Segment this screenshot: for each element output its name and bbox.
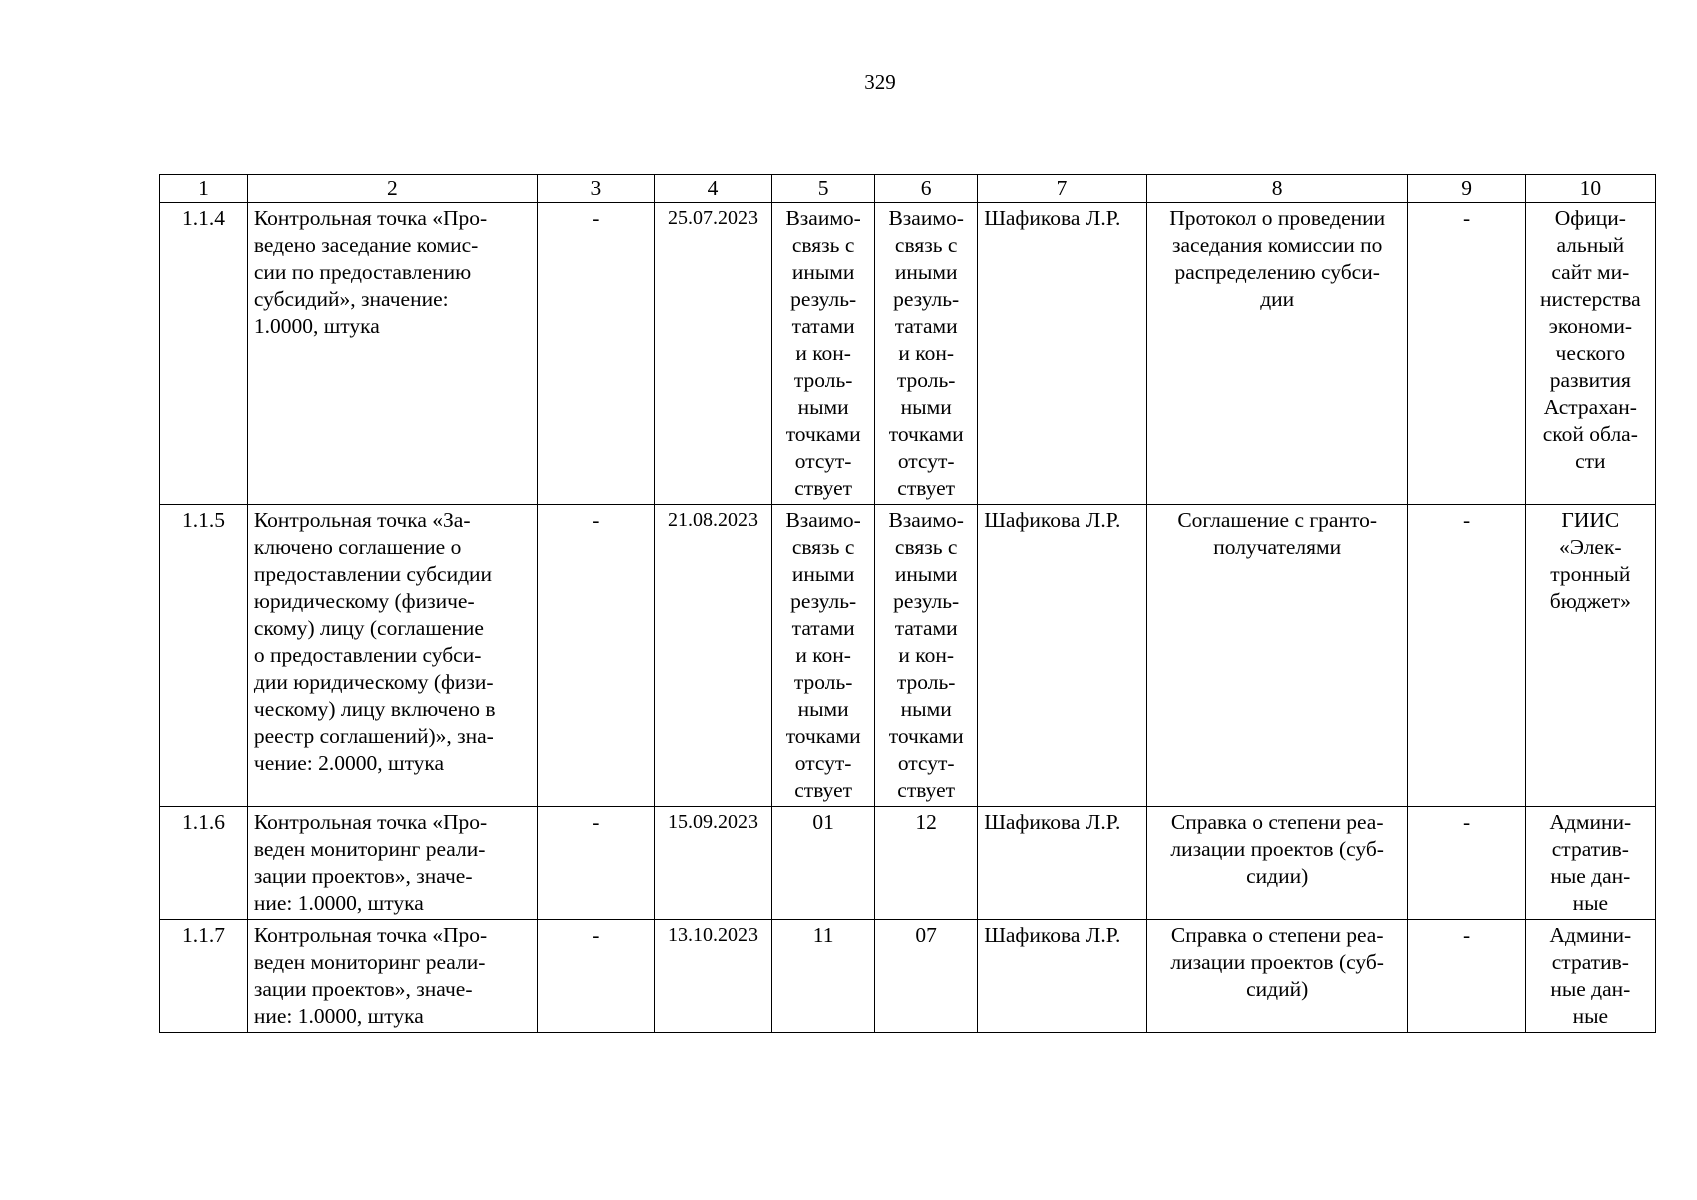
page-number: 329 (864, 70, 896, 94)
responsible-person: Шафикова Л.Р. (978, 807, 1147, 920)
col5-value: Взаимо- связь с иными резуль- татами и кон- троль- ными точками отсут- ствует (772, 505, 875, 807)
confirming-document: Справка о степени реа- лизации проектов (суб- сидий) (1146, 920, 1408, 1033)
col5-value: 01 (772, 807, 875, 920)
row-number: 1.1.6 (160, 807, 248, 920)
col9-value: - (1408, 505, 1525, 807)
confirming-document: Соглашение с гранто- получателями (1146, 505, 1408, 807)
row-number: 1.1.4 (160, 203, 248, 505)
col6-value: Взаимо- связь с иными резуль- татами и кон- троль- ными точками отсут- ствует (875, 505, 978, 807)
information-source: Админи- стратив- ные дан- ные (1525, 920, 1655, 1033)
col9-value: - (1408, 920, 1525, 1033)
column-header: 9 (1408, 175, 1525, 203)
table-row (160, 203, 1656, 505)
responsible-person: Шафикова Л.Р. (978, 505, 1147, 807)
column-header: 8 (1146, 175, 1408, 203)
col3-value: - (537, 920, 654, 1033)
column-header: 6 (875, 175, 978, 203)
column-header: 10 (1525, 175, 1655, 203)
col9-value: - (1408, 807, 1525, 920)
column-header: 1 (160, 175, 248, 203)
due-date: 13.10.2023 (654, 920, 771, 1033)
table-header-row (160, 175, 1656, 203)
col3-value: - (537, 505, 654, 807)
confirming-document: Протокол о проведении заседания комиссии по распределению субси- дии (1146, 203, 1408, 505)
col5-value: Взаимо- связь с иными резуль- татами и кон- троль- ными точками отсут- ствует (772, 203, 875, 505)
table-row (160, 505, 1656, 807)
control-point-description: Контрольная точка «Про- веден мониторинг реали- зации проектов», значе- ние: 1.0000, штука (247, 920, 537, 1033)
information-source: Админи- стратив- ные дан- ные (1525, 807, 1655, 920)
due-date: 15.09.2023 (654, 807, 771, 920)
column-header: 4 (654, 175, 771, 203)
due-date: 25.07.2023 (654, 203, 771, 505)
col6-value: 07 (875, 920, 978, 1033)
confirming-document: Справка о степени реа- лизации проектов (суб- сидии) (1146, 807, 1408, 920)
row-number: 1.1.5 (160, 505, 248, 807)
col6-value: 12 (875, 807, 978, 920)
column-header: 3 (537, 175, 654, 203)
col5-value: 11 (772, 920, 875, 1033)
information-source: ГИИС «Элек- тронный бюджет» (1525, 505, 1655, 807)
col3-value: - (537, 807, 654, 920)
table-row (160, 920, 1656, 1033)
information-source: Офици- альный сайт ми- нистерства экономи- ческого развития Астрахан- ской обла- сти (1525, 203, 1655, 505)
column-header: 7 (978, 175, 1147, 203)
responsible-person: Шафикова Л.Р. (978, 920, 1147, 1033)
column-header: 2 (247, 175, 537, 203)
control-point-description: Контрольная точка «За- ключено соглашение о предоставлении субсидии юридическому (физиче- скому) лицу (соглашение о предоставлении субси- дии юридическому (физи- ческому) лицу включено в реестр соглашений)», зна- чение: 2.0000, штука (247, 505, 537, 807)
control-points-table (159, 174, 1656, 1033)
column-header: 5 (772, 175, 875, 203)
table-row (160, 807, 1656, 920)
col6-value: Взаимо- связь с иными резуль- татами и кон- троль- ными точками отсут- ствует (875, 203, 978, 505)
row-number: 1.1.7 (160, 920, 248, 1033)
responsible-person: Шафикова Л.Р. (978, 203, 1147, 505)
control-point-description: Контрольная точка «Про- веден мониторинг реали- зации проектов», значе- ние: 1.0000, штука (247, 807, 537, 920)
col9-value: - (1408, 203, 1525, 505)
due-date: 21.08.2023 (654, 505, 771, 807)
col3-value: - (537, 203, 654, 505)
control-point-description: Контрольная точка «Про- ведено заседание комис- сии по предоставлению субсидий», значение: 1.0000, штука (247, 203, 537, 505)
